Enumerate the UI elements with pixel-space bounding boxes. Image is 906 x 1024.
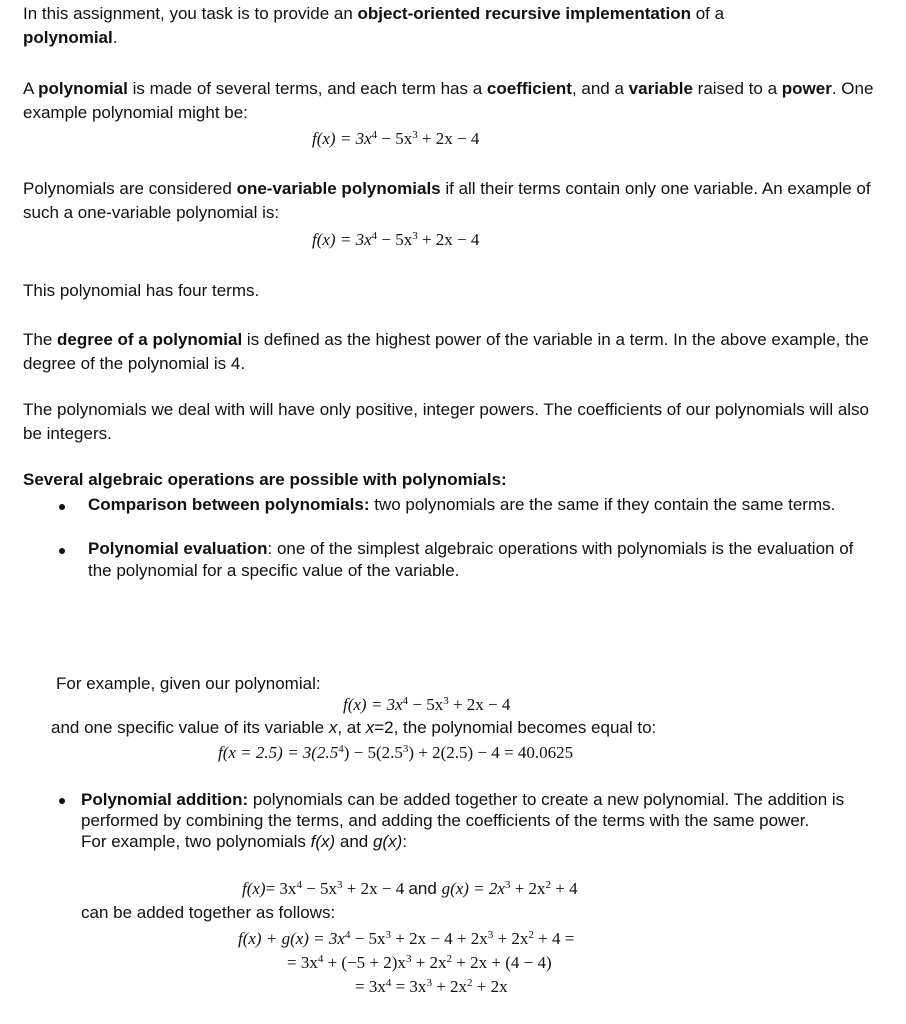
eq-exponent: 2 <box>467 977 473 989</box>
eq-part: + 2x <box>493 929 529 948</box>
intro-bold-polynomial: polynomial <box>23 28 113 47</box>
eq-part: g(x) = 2x <box>441 879 505 898</box>
eq-exponent: 3 <box>412 129 418 141</box>
eq-exponent: 4 <box>371 230 378 242</box>
eq-part: = 3x <box>287 953 318 972</box>
example-intro: For example, given our polynomial: <box>56 674 321 693</box>
eq-part: and <box>408 879 442 898</box>
eq-exponent: 4 <box>344 929 351 941</box>
add-text: For example, two polynomials <box>81 832 311 851</box>
eq-exponent: 2 <box>545 879 552 891</box>
eq-part: f(x) = 3x <box>312 129 372 148</box>
intro-bold-oo: object-oriented recursive implementation <box>357 4 691 23</box>
bullet-comparison-title: Comparison between polynomials: <box>88 495 370 514</box>
definition-paragraph <box>23 77 883 125</box>
bullet-dot <box>59 798 65 804</box>
operations-heading: Several algebraic operations are possible with polynomials: <box>23 470 507 489</box>
bullet-addition-title: Polynomial addition: <box>81 790 249 809</box>
eq-part: + 2x + (4 − 4) <box>452 953 552 972</box>
eq-exponent: 3 <box>426 977 432 989</box>
eq-part: − 5x <box>301 879 338 898</box>
eq-part: = 3x <box>391 977 427 996</box>
equation-fx-gx <box>242 878 578 900</box>
degree-paragraph <box>23 328 883 376</box>
eq-part: f(x) = 3x <box>343 695 403 714</box>
eq-part: − 5x <box>377 230 413 249</box>
intro-text: . <box>112 28 118 47</box>
eq-part: + 2x − 4 + 2x <box>391 929 488 948</box>
onevar-text: if all their terms contain only one variable. An example of such a one-variable polynomial is: <box>23 179 871 222</box>
eq-exponent: 4 <box>296 879 302 891</box>
eq-part: = 3x <box>355 977 386 996</box>
def-bold-power: power <box>781 79 832 98</box>
bullet-addition <box>81 789 881 852</box>
eq-exponent: 2 <box>528 929 534 941</box>
eq-part: ) + 2(2.5) − 4 = 40.0625 <box>408 743 574 762</box>
onevar-text: Polynomials are considered <box>23 179 237 198</box>
eq-exponent: 3 <box>443 695 449 707</box>
eval-text: =2, the polynomial becomes equal to: <box>374 718 657 737</box>
eq-part: + 2x − 4 <box>417 230 480 249</box>
evaluation-text <box>51 716 906 740</box>
bullet-addition-text: polynomials can be added together to create a new polynomial. The addition is performed by combining the terms, and adding the coefficients of the terms with the same power. <box>81 790 845 830</box>
add-gx: g(x) <box>372 832 403 851</box>
intro-text: In this assignment, you task is to provide an <box>23 4 358 23</box>
bullet-comparison-text: two polynomials are the same if they contain the same terms. <box>369 495 836 514</box>
added-together-text: can be added together as follows: <box>81 903 336 922</box>
eq-part: + 2x <box>510 879 546 898</box>
eq-exponent: 4 <box>385 977 392 989</box>
def-bold-polynomial: polynomial <box>38 79 128 98</box>
equation-example-3 <box>343 694 510 716</box>
add-text: : <box>402 832 407 851</box>
bullet-evaluation-text: : one of the simplest algebraic operations with polynomials is the evaluation of the polynomial for a specific value of the variable. <box>88 539 854 580</box>
add-text: and <box>335 832 373 851</box>
bullet-evaluation <box>88 538 878 582</box>
eq-part: − 5x <box>350 929 386 948</box>
equation-sum-3 <box>355 976 508 998</box>
eq-part: + 2x − 4 <box>448 695 511 714</box>
eq-part: + (−5 + 2)x <box>323 953 406 972</box>
eq-exponent: 3 <box>337 879 343 891</box>
eq-part: f(x = 2.5) = 3(2.5 <box>218 743 339 762</box>
eval-text: and one specific value of its variable <box>51 718 329 737</box>
intro-paragraph <box>23 2 883 50</box>
onevar-bold: one-variable polynomials <box>236 179 441 198</box>
eq-part: + 2x <box>431 977 468 996</box>
bullet-comparison <box>88 494 878 515</box>
def-bold-variable: variable <box>628 79 693 98</box>
eq-exponent: 4 <box>402 695 409 707</box>
eq-exponent: 4 <box>338 743 344 755</box>
eq-exponent: 3 <box>504 879 511 891</box>
eq-part: − 5x <box>408 695 444 714</box>
eq-part: f(x) <box>242 879 266 898</box>
def-text: is made of several terms, and each term has a <box>127 79 487 98</box>
def-text: raised to a <box>692 79 782 98</box>
eq-part: + 4 = <box>533 929 575 948</box>
equation-sum-1 <box>238 928 574 950</box>
def-text: A <box>23 79 39 98</box>
eq-part: + 2x <box>411 953 447 972</box>
eq-part: + 4 <box>551 879 578 898</box>
def-bold-coefficient: coefficient <box>486 79 572 98</box>
eq-exponent: 2 <box>446 953 453 965</box>
integers-paragraph: The polynomials we deal with will have only positive, integer powers. The coefficients of our polynomials will also be integers. <box>23 400 870 443</box>
def-text: . One example polynomial might be: <box>23 79 874 122</box>
bullet-evaluation-title: Polynomial evaluation <box>88 539 268 558</box>
equation-evaluation <box>218 742 573 764</box>
four-terms-text: This polynomial has four terms. <box>23 281 260 300</box>
eq-part: + 2x − 4 <box>342 879 409 898</box>
eq-exponent: 3 <box>402 743 409 755</box>
eq-part: f(x) = 3x <box>312 230 372 249</box>
eq-exponent: 4 <box>317 953 324 965</box>
def-text: , and a <box>571 79 629 98</box>
eval-var: x <box>365 718 375 737</box>
eval-text: , at <box>337 718 366 737</box>
eq-exponent: 3 <box>412 230 418 242</box>
intro-text: of a <box>690 4 725 23</box>
eq-part: ) − 5(2.5 <box>343 743 403 762</box>
degree-text: The <box>23 330 58 349</box>
eq-part: + 2x <box>472 977 508 996</box>
bullet-dot <box>59 548 65 554</box>
equation-sum-2 <box>287 952 552 974</box>
add-fx: f(x) <box>310 832 336 851</box>
equation-example-1 <box>312 128 479 150</box>
eq-exponent: 3 <box>487 929 494 941</box>
eq-exponent: 4 <box>371 129 378 141</box>
eq-part: − 5x <box>377 129 413 148</box>
equation-example-2 <box>312 229 479 251</box>
one-variable-paragraph <box>23 177 883 225</box>
degree-text: is defined as the highest power of the variable in a term. In the above example, the degree of the polynomial is 4. <box>23 330 869 373</box>
eq-part: f(x) + g(x) = 3x <box>238 929 345 948</box>
bullet-dot <box>59 504 65 510</box>
eq-exponent: 3 <box>385 929 392 941</box>
eq-exponent: 3 <box>405 953 412 965</box>
degree-bold: degree of a polynomial <box>57 330 243 349</box>
eq-part: = 3x <box>265 879 297 898</box>
eval-var: x <box>328 718 338 737</box>
eq-part: + 2x − 4 <box>417 129 480 148</box>
